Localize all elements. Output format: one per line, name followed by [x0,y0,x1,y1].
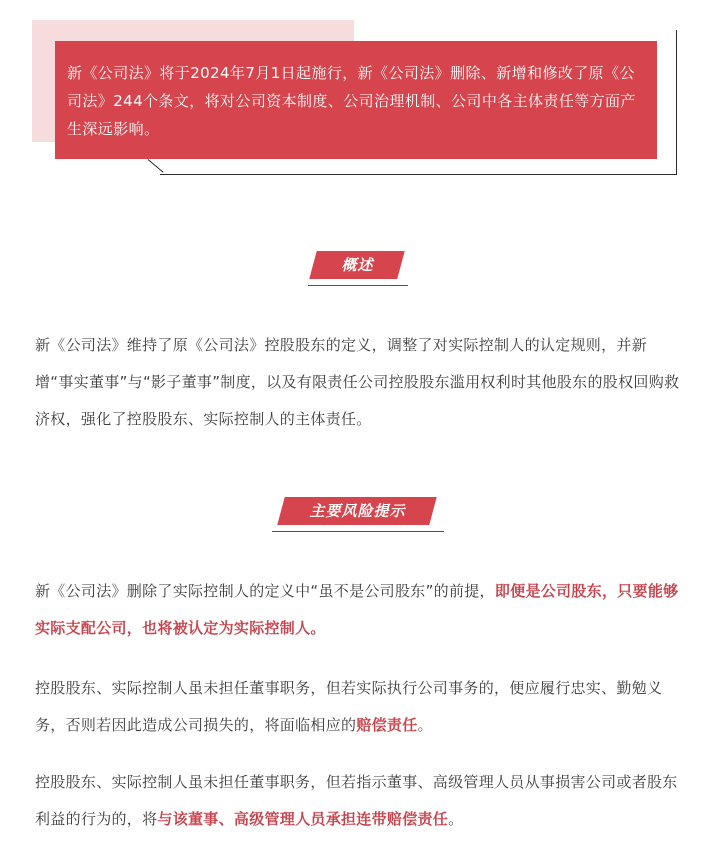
risk-item [35,573,685,647]
risk-item-highlight: 与该董事、高级管理人员承担连带赔偿责任 [157,810,449,828]
risks-heading [0,497,715,532]
risk-item-text: 控股股东、实际控制人虽未担任董事职务，但若实际执行公司事务的，便应履行忠实、勤勉义务，否则若因此造成公司损失的，将面临相应的 [35,679,663,734]
risk-item [35,764,685,838]
risk-item-text: 控股股东、实际控制人虽未担任董事职务，但若指示董事、高级管理人员从事损害公司或者股东利益的行为的，将 [35,773,678,828]
risks-underline [272,531,444,532]
intro-card [55,41,657,159]
risk-item-tail: 。 [310,619,326,637]
intro-text: 新《公司法》将于2024年7月1日起施行，新《公司法》删除、新增和修改了原《公司法》244个条文，将对公司资本制度、公司治理机制、公司中各主体责任等方面产生深远影响。 [67,64,636,138]
risks-title: 主要风险提示 [281,497,433,525]
risk-item-highlight: 赔偿责任 [356,716,418,734]
risk-item-text: 新《公司法》删除了实际控制人的定义中“虽不是公司股东”的前提， [35,582,495,600]
overview-paragraph: 新《公司法》维持了原《公司法》控股股东的定义，调整了对实际控制人的认定规则，并新增“事实董事”与“影子董事”制度，以及有限责任公司控股股东滥用权利时其他股东的股权回购救济权，强化了控股股东、实际控制人的主体责任。 [35,336,680,428]
risk-item-highlight: 即便是公司股东，只要能够实际支配公司，也将被认定为实际控制人 [35,582,679,637]
risk-item-tail: 。 [417,716,433,734]
risk-item-tail: 。 [448,810,464,828]
risk-item [35,670,685,744]
overview-heading [0,251,715,286]
overview-title: 概述 [313,251,401,279]
overview-underline [308,285,408,286]
